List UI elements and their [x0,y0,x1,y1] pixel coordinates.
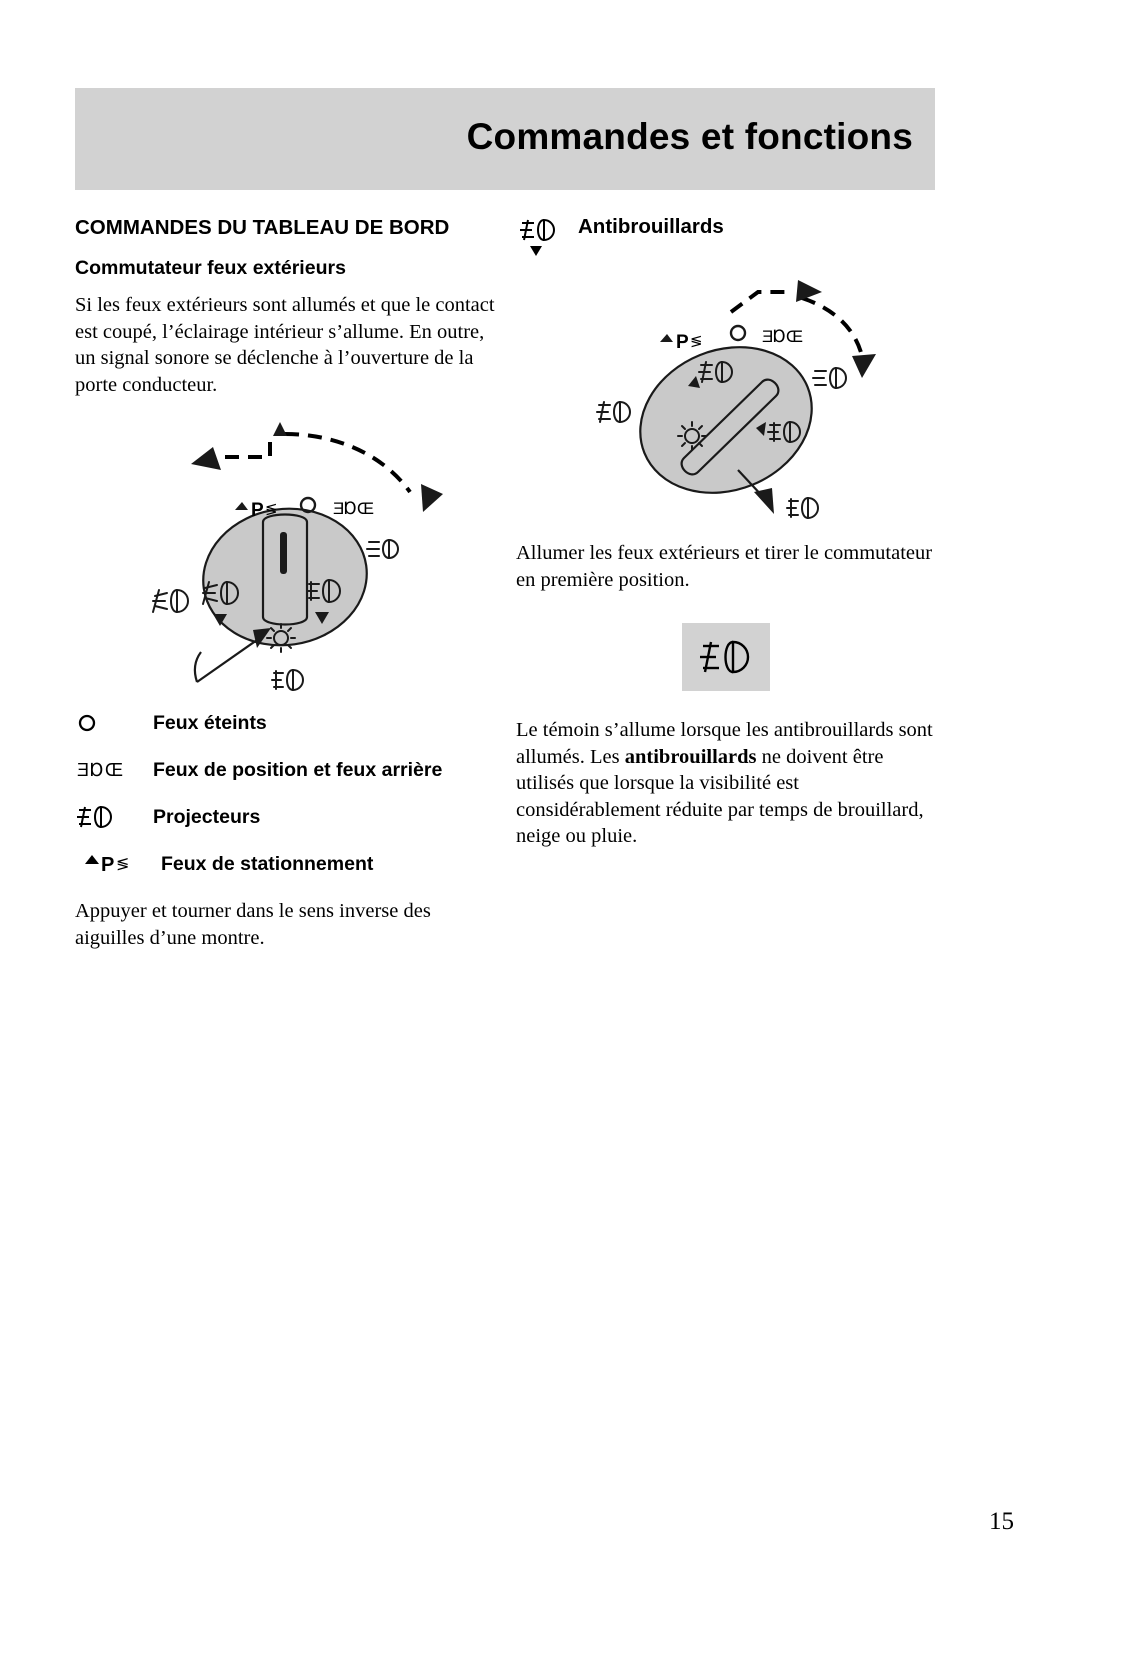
parking-lights-icon [75,852,161,876]
legend-label: Feux de stationnement [161,852,374,875]
fog-lamp-paragraph-1: Allumer les feux extérieurs et tirer le commutateur en première position. [516,542,933,591]
svg-text:Ɒ: Ɒ [344,499,358,518]
fog-lamp-heading [516,215,936,260]
svg-text:Œ: Œ [357,499,374,518]
legend-label: Feux de position et feux arrière [153,758,443,781]
svg-text:≶: ≶ [116,856,130,873]
svg-text:≶: ≶ [690,333,703,350]
position-and-tail-lights-icon [75,758,153,782]
intro-paragraph: Si les feux extérieurs sont allumés et que le contact est coupé, l’éclairage intérieur s’allume. En outre, un signal sonore se déclenche à l’ouverture de la porte conducteur. [75,294,495,396]
rear-fog-icon-bottom [272,670,303,690]
lights-off-icon [731,326,745,340]
position-lights-icon [333,499,374,518]
fog-para2-part2: ne doivent être utilisés que lorsque la visibilité est considérablement réduite par temps de brouillard, neige ou pluie. [516,745,924,847]
legend-item [75,851,495,877]
subsection-title: Commutateur feux extérieurs [75,257,346,279]
switch-position-legend [75,710,495,877]
fog-lamp-telltale-icon [695,632,757,682]
svg-text:Ɒ: Ɒ [90,760,105,780]
headlight-switch-diagram [85,412,485,702]
fog-lamp-paragraph-2 [516,717,936,850]
legend-item [75,757,495,783]
section-title: COMMANDES DU TABLEAU DE BORD [75,216,450,239]
svg-text:Œ: Œ [786,327,803,346]
svg-text:Œ: Œ [105,760,123,780]
headlamps-icon [75,804,153,830]
arrow-head-up [273,422,287,436]
fog-lamp-icon-left [597,402,630,422]
svg-text:Ɒ: Ɒ [773,327,787,346]
right-column [516,215,936,864]
fog-lamp-icon-left [153,590,188,612]
arrow-head-right [421,484,443,512]
legend-label: Projecteurs [153,805,261,828]
headlamp-icon-right [367,540,398,558]
svg-text:P: P [676,332,689,353]
position-lights-icon [762,327,803,346]
fog-para2-bold: antibrouillards [624,745,757,768]
svg-text:≶: ≶ [265,501,278,518]
page-number: 15 [989,1508,1014,1535]
parking-lights-icon [235,500,278,521]
page-title: Commandes et fonctions [466,116,913,157]
fog-lamp-switch-figure [526,270,926,540]
page-header-band [75,88,935,190]
left-column [75,215,495,965]
parking-lights-icon [660,332,703,353]
svg-text:Ǝ: Ǝ [333,499,345,518]
legend-label: Feux éteints [153,711,267,734]
rear-fog-icon-bottom [787,498,818,518]
headlamp-icon-right [813,368,846,388]
fog-lamp-heading-label: Antibrouillards [578,215,724,238]
legend-item [75,804,495,830]
lights-off-icon [75,711,153,735]
headlight-switch-figure [85,412,485,702]
knob-indicator [280,532,287,574]
fog-lamp-switch-diagram [526,270,926,535]
legend-item [75,710,495,736]
svg-text:P: P [101,854,115,876]
svg-text:P: P [251,500,264,521]
closing-paragraph: Appuyer et tourner dans le sens inverse des aiguilles d’une montre. [75,900,431,949]
arrow-head-left [191,447,221,470]
fog-para2-part1: Le témoin s’allume lorsque les antibrouillards sont allumés. Les [516,719,933,768]
fog-lamp-telltale-box [682,623,770,691]
arrow-head-right [852,354,876,378]
svg-text:Ǝ: Ǝ [77,760,90,780]
svg-text:Ǝ: Ǝ [762,327,774,346]
fog-lamp-icon [516,215,578,260]
